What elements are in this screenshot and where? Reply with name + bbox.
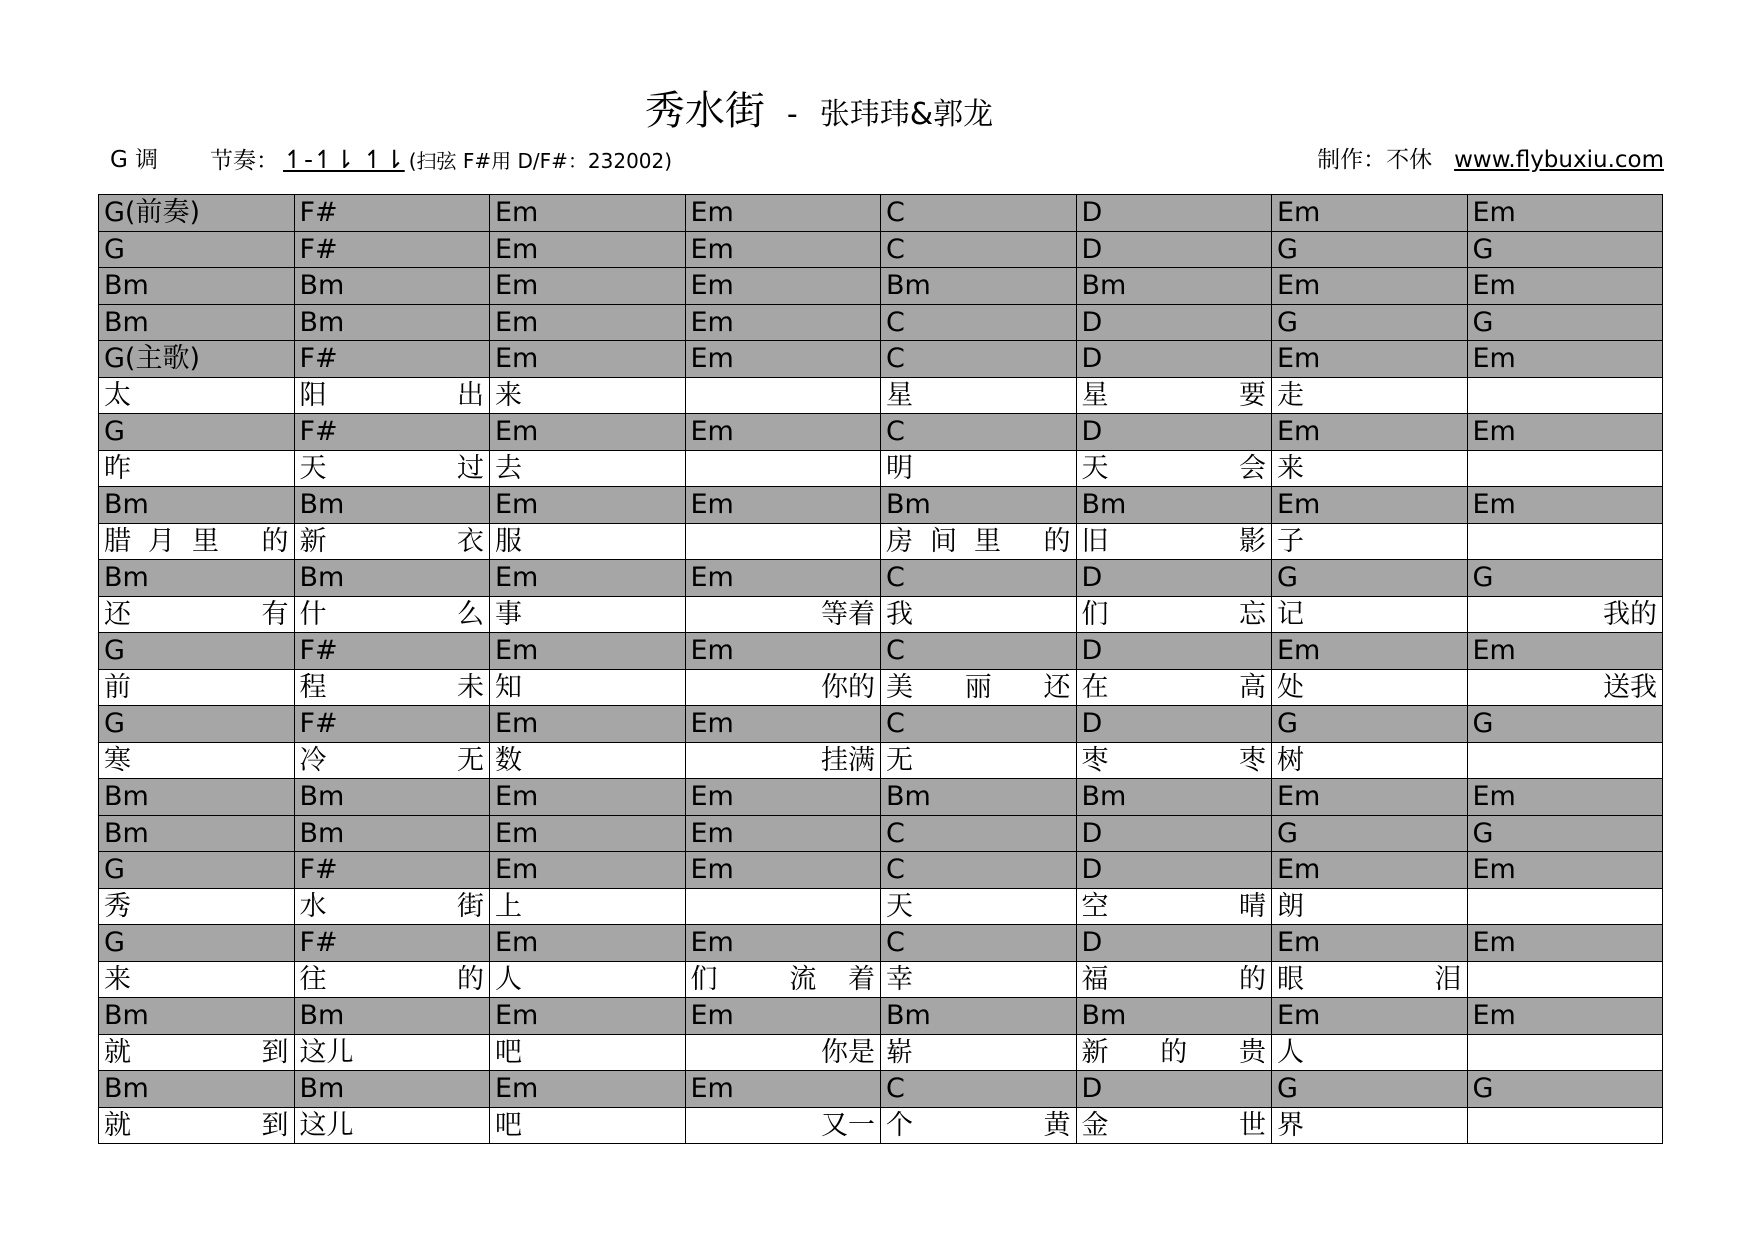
chord-cell: C [881,706,1077,743]
chord-cell: Em [1467,779,1663,816]
chord-cell: Em [490,779,686,816]
chord-cell: Em [685,633,881,670]
lyric-cell: 事 [490,596,686,633]
lyric-cell: 就 到 [99,1107,295,1144]
chord-row [99,268,1663,305]
chord-cell: Bm [294,304,490,341]
lyric-cell: 往 的 [294,961,490,998]
chord-cell: Em [490,706,686,743]
lyric-cell: 送我 [1467,669,1663,706]
chord-cell: D [1076,706,1272,743]
lyric-row [99,450,1663,487]
chord-cell: Em [685,487,881,524]
lyric-cell [1467,450,1663,487]
lyric-cell [1467,377,1663,414]
lyric-cell: 秀 [99,888,295,925]
chord-cell: Em [1467,633,1663,670]
chord-cell: D [1076,1071,1272,1108]
chord-cell: Em [490,925,686,962]
chord-cell: Em [685,998,881,1035]
chord-cell: D [1076,195,1272,232]
song-key: G 调 [110,147,159,173]
chord-cell: Em [1467,195,1663,232]
chord-cell: G [1272,231,1468,268]
chord-cell: G [1272,560,1468,597]
chord-cell: Em [1467,925,1663,962]
lyric-cell [685,523,881,560]
chord-cell: D [1076,633,1272,670]
chord-cell: G [1272,815,1468,852]
chord-row [99,925,1663,962]
chord-cell: Bm [881,998,1077,1035]
chord-cell: C [881,815,1077,852]
lyric-cell: 星 [881,377,1077,414]
chord-cell: Em [685,560,881,597]
lyric-cell: 金 世 [1076,1107,1272,1144]
chord-cell: F# [294,231,490,268]
chord-cell: F# [294,925,490,962]
song-title-line [0,86,1638,140]
chord-row [99,815,1663,852]
chord-cell: Bm [1076,487,1272,524]
chord-cell: Em [1467,852,1663,889]
chord-cell: Em [1272,195,1468,232]
chord-cell: Em [490,815,686,852]
lyric-cell [685,888,881,925]
lyric-cell: 还 有 [99,596,295,633]
lyric-cell: 吧 [490,1107,686,1144]
lyric-cell: 来 [99,961,295,998]
credit-info [1317,144,1664,176]
lyric-cell: 界 [1272,1107,1468,1144]
lyric-cell [1467,888,1663,925]
chord-cell: G [99,633,295,670]
chord-cell: G [1467,706,1663,743]
lyric-cell: 就 到 [99,1034,295,1071]
chord-cell: F# [294,633,490,670]
lyric-row [99,961,1663,998]
chord-cell: Em [490,231,686,268]
chord-cell: Bm [294,815,490,852]
lyric-row [99,377,1663,414]
chord-cell: Em [490,414,686,451]
chord-cell: Em [490,487,686,524]
lyric-cell: 崭 [881,1034,1077,1071]
chord-row [99,414,1663,451]
chord-cell: G(主歌) [99,341,295,378]
chord-cell: Em [490,560,686,597]
lyric-row [99,742,1663,779]
chord-cell: Em [490,268,686,305]
chord-cell: F# [294,852,490,889]
chord-cell: Em [1467,268,1663,305]
lyric-cell [1467,1107,1663,1144]
chord-cell: Bm [294,998,490,1035]
chord-cell: G [1467,560,1663,597]
chord-cell: Em [1272,414,1468,451]
chord-cell: D [1076,815,1272,852]
strum-pattern: ↿-↿⇂ ↿⇂ [283,145,405,174]
lyric-cell: 记 [1272,596,1468,633]
lyric-row [99,596,1663,633]
rhythm-info [210,144,672,177]
lyric-cell: 这儿 [294,1107,490,1144]
chord-cell: Em [1272,925,1468,962]
chord-cell: G [99,706,295,743]
lyric-cell: 你是 [685,1034,881,1071]
chord-cell: Em [1272,341,1468,378]
lyric-cell: 人 [490,961,686,998]
chord-cell: Em [490,998,686,1035]
lyric-cell: 子 [1272,523,1468,560]
chord-cell: Bm [99,998,295,1035]
chord-cell: Bm [99,815,295,852]
chord-cell: Bm [1076,998,1272,1035]
chord-cell: G [99,414,295,451]
chord-cell: F# [294,195,490,232]
chord-cell: C [881,925,1077,962]
chord-cell: Bm [881,268,1077,305]
lyric-cell: 在 高 [1076,669,1272,706]
chord-cell: Bm [99,1071,295,1108]
chord-cell: C [881,852,1077,889]
chord-cell: Em [685,304,881,341]
chord-cell: Bm [294,268,490,305]
lyric-row [99,888,1663,925]
chord-cell: G [1467,1071,1663,1108]
chord-cell: G [99,925,295,962]
lyric-cell: 树 [1272,742,1468,779]
chord-cell: Em [685,779,881,816]
lyric-cell: 你的 [685,669,881,706]
chord-cell: Em [1467,414,1663,451]
chord-cell: C [881,231,1077,268]
lyric-cell: 数 [490,742,686,779]
chord-cell: C [881,414,1077,451]
chord-cell: C [881,341,1077,378]
lyric-cell: 眼 泪 [1272,961,1468,998]
chord-cell: Bm [99,304,295,341]
chord-row [99,633,1663,670]
lyric-cell: 来 [1272,450,1468,487]
lyric-cell: 旧 影 [1076,523,1272,560]
chord-cell: Em [1272,633,1468,670]
lyric-cell [1467,961,1663,998]
lyric-cell: 水 街 [294,888,490,925]
chord-cell: F# [294,706,490,743]
chord-cell: Bm [99,268,295,305]
chord-cell: Em [1272,268,1468,305]
lyric-cell [1467,742,1663,779]
chord-cell: Em [685,815,881,852]
song-title: 秀水街 [644,88,765,134]
chord-cell: Em [685,268,881,305]
lyric-cell: 们 忘 [1076,596,1272,633]
chord-cell: G [99,231,295,268]
chord-cell: F# [294,414,490,451]
lyric-cell: 福 的 [1076,961,1272,998]
lyric-cell: 服 [490,523,686,560]
chord-row [99,560,1663,597]
chord-cell: C [881,304,1077,341]
chord-cell: F# [294,341,490,378]
lyric-cell: 们 流着 [685,961,881,998]
chord-cell: G [99,852,295,889]
chord-cell: Em [1272,852,1468,889]
lyric-cell: 房间里 的 [881,523,1077,560]
chord-cell: Bm [881,487,1077,524]
chord-cell: Em [1467,487,1663,524]
lyric-cell: 天 过 [294,450,490,487]
chord-cell: C [881,195,1077,232]
lyric-cell: 什 么 [294,596,490,633]
chord-cell: Bm [99,779,295,816]
lyric-row [99,1034,1663,1071]
lyric-cell: 寒 [99,742,295,779]
lyric-cell: 个 黄 [881,1107,1077,1144]
lyric-cell: 去 [490,450,686,487]
chord-row [99,779,1663,816]
chord-cell: C [881,560,1077,597]
chord-cell: Em [685,925,881,962]
song-artist: 张玮玮&郭龙 [819,97,994,132]
lyric-cell: 天 [881,888,1077,925]
rhythm-label: 节奏： [210,148,279,174]
chord-row [99,304,1663,341]
chord-cell: Bm [294,560,490,597]
lyric-cell: 星 要 [1076,377,1272,414]
chord-cell: D [1076,304,1272,341]
lyric-cell: 美 丽 还 [881,669,1077,706]
chord-row [99,487,1663,524]
chord-cell: Em [685,1071,881,1108]
chord-cell: G [1467,815,1663,852]
chord-cell: Em [490,341,686,378]
title-separator: - [786,97,798,132]
lyric-cell: 新 衣 [294,523,490,560]
chord-cell: Em [1467,998,1663,1035]
chord-row [99,852,1663,889]
chord-cell: Em [685,414,881,451]
chord-cell: Em [685,706,881,743]
chord-cell: Em [490,1071,686,1108]
chord-row [99,998,1663,1035]
chord-cell: Em [1272,487,1468,524]
chord-cell: G [1272,304,1468,341]
lyric-cell: 挂满 [685,742,881,779]
chord-cell: Em [685,231,881,268]
chord-cell: C [881,1071,1077,1108]
chord-cell: Em [685,852,881,889]
chord-cell: G [1467,304,1663,341]
lyric-cell: 空 晴 [1076,888,1272,925]
lyric-cell: 又一 [685,1107,881,1144]
strum-note: (扫弦 F#用 D/F#：232002) [408,149,673,173]
lyric-cell: 前 [99,669,295,706]
lyric-cell: 这儿 [294,1034,490,1071]
lyric-cell: 阳 出 [294,377,490,414]
chord-cell: Em [685,341,881,378]
lyric-cell: 上 [490,888,686,925]
lyric-cell [685,377,881,414]
lyric-cell: 冷 无 [294,742,490,779]
chord-cell: Em [1467,341,1663,378]
chord-cell: Em [1272,779,1468,816]
chord-cell: Bm [1076,268,1272,305]
chord-row [99,195,1663,232]
lyric-row [99,669,1663,706]
chord-cell: D [1076,560,1272,597]
lyric-cell [685,450,881,487]
lyric-row [99,523,1663,560]
lyric-cell [1467,523,1663,560]
lyric-cell: 昨 [99,450,295,487]
chord-cell: Bm [99,560,295,597]
chord-cell: Em [685,195,881,232]
chord-cell: Em [490,195,686,232]
chord-row [99,341,1663,378]
chord-cell: D [1076,414,1272,451]
chord-cell: Em [490,633,686,670]
lyric-cell: 来 [490,377,686,414]
chord-cell: C [881,633,1077,670]
chord-cell: Bm [294,1071,490,1108]
lyric-row [99,1107,1663,1144]
lyric-cell: 明 [881,450,1077,487]
chord-cell: G [1467,231,1663,268]
chord-cell: Em [490,852,686,889]
lyric-cell: 我 [881,596,1077,633]
lyric-cell: 无 [881,742,1077,779]
lyric-cell: 朗 [1272,888,1468,925]
chord-cell: D [1076,341,1272,378]
lyric-cell: 我的 [1467,596,1663,633]
chord-cell: D [1076,925,1272,962]
lyric-cell: 天 会 [1076,450,1272,487]
chord-cell: D [1076,852,1272,889]
chord-cell: Bm [294,779,490,816]
chord-lyric-table [98,194,1663,1144]
lyric-cell: 处 [1272,669,1468,706]
chord-row [99,706,1663,743]
lyric-cell: 幸 [881,961,1077,998]
lyric-cell [1467,1034,1663,1071]
chord-cell: Bm [294,487,490,524]
chord-row [99,231,1663,268]
lyric-cell: 等着 [685,596,881,633]
chord-cell: G [1272,1071,1468,1108]
chord-cell: Bm [99,487,295,524]
chord-cell: G [1272,706,1468,743]
lyric-cell: 知 [490,669,686,706]
credit-author: 制作：不休 [1317,147,1433,173]
chord-row [99,1071,1663,1108]
chord-cell: G(前奏) [99,195,295,232]
lyric-cell: 腊月里 的 [99,523,295,560]
website-link[interactable]: www.flybuxiu.com [1454,147,1664,173]
lyric-cell: 太 [99,377,295,414]
chord-cell: D [1076,231,1272,268]
lyric-cell: 吧 [490,1034,686,1071]
lyric-cell: 枣 枣 [1076,742,1272,779]
lyric-cell: 走 [1272,377,1468,414]
lyric-cell: 人 [1272,1034,1468,1071]
chord-cell: Em [490,304,686,341]
chord-cell: Em [1272,998,1468,1035]
chord-cell: Bm [881,779,1077,816]
lyric-cell: 新 的 贵 [1076,1034,1272,1071]
lyric-cell: 程 未 [294,669,490,706]
chord-cell: Bm [1076,779,1272,816]
